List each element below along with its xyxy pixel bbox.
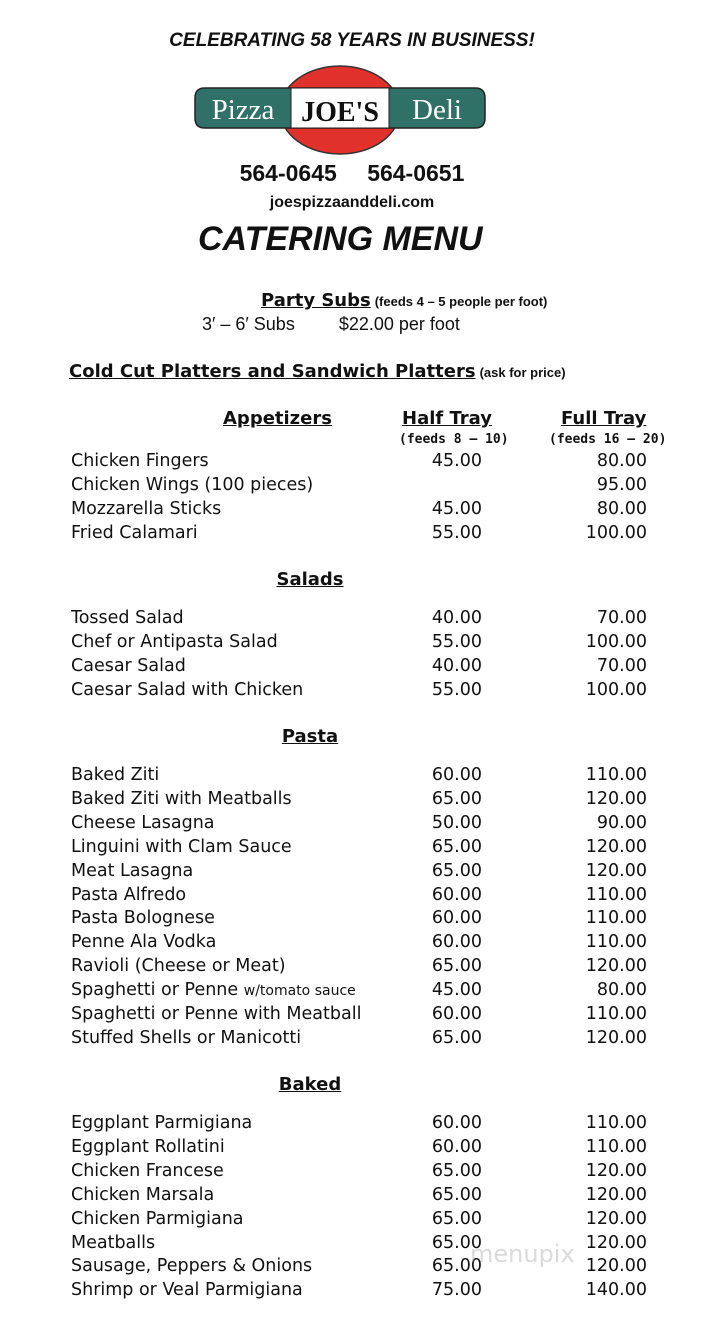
cold-cut-title: Cold Cut Platters and Sandwich Platters [69,361,476,382]
item-name: Caesar Salad with Chicken [71,679,304,700]
party-subs-note: (feeds 4 – 5 people per foot) [374,294,548,309]
full-tray-price: 120.00 [585,956,647,977]
menu-item-row [71,1278,651,1302]
half-tray-price: 65.00 [431,788,482,809]
logo-deli-text: Deli [412,94,462,126]
half-tray-price: 65.00 [431,860,482,881]
appetizers-heading: Appetizers [223,408,332,429]
half-tray-price: 40.00 [431,655,482,676]
half-tray-price: 65.00 [431,1232,482,1253]
menu-item-row [71,521,651,545]
menu-item-row [71,449,651,473]
pizza-joes-deli-logo [193,64,487,156]
phone-1: 564-0645 [239,160,337,186]
full-tray-price: 70.00 [596,655,647,676]
page-title: CATERING MENU [198,220,483,258]
half-tray-price: 45.00 [431,498,482,519]
full-tray-price: 120.00 [585,1027,647,1048]
full-tray-price: 80.00 [596,498,647,519]
menu-item-row [71,1159,651,1183]
menu-item-row [71,606,651,630]
half-tray-price: 65.00 [431,1184,482,1205]
item-name: Spaghetti or Penne with Meatball [71,1004,362,1024]
item-name: Shrimp or Veal Parmigiana [71,1280,303,1301]
menu-item-row [71,1207,651,1231]
full-tray-price: 110.00 [585,932,647,953]
party-subs-row [202,314,460,335]
half-tray-price: 60.00 [431,908,482,929]
full-tray-price: 80.00 [596,451,647,471]
menu-item-row [71,763,651,787]
item-name: Chicken Wings (100 pieces) [71,474,314,495]
item-name: Baked Ziti with Meatballs [71,788,292,809]
half-tray-price: 65.00 [431,1256,482,1277]
section-heading-pasta: Pasta [281,726,339,747]
full-tray-price: 120.00 [585,1232,647,1253]
menu-item-row [71,1111,651,1135]
item-name: Sausage, Peppers & Onions [71,1256,313,1277]
full-tray-price: 120.00 [585,788,647,809]
full-tray-price: 110.00 [585,1113,647,1133]
full-tray-price: 120.00 [585,1184,647,1205]
item-name: Penne Ala Vodka [71,932,217,953]
full-tray-heading: Full Tray [561,408,647,429]
half-tray-price: 65.00 [431,1160,482,1181]
full-tray-price: 95.00 [596,474,647,495]
half-tray-price: 55.00 [431,522,482,543]
party-subs-heading [261,290,547,311]
menu-item-row [71,1183,651,1207]
full-tray-price: 140.00 [585,1280,647,1301]
item-name: Baked Ziti [71,765,160,785]
full-tray-price: 110.00 [585,1004,647,1024]
item-name: Cheese Lasagna [71,812,215,833]
item-name: Meat Lasagna [71,860,194,881]
item-name: Linguini with Clam Sauce [71,836,292,857]
menu-item-row [71,654,651,678]
menu-item-row [71,883,651,907]
item-name: Chicken Francese [71,1160,224,1181]
logo-pizza-text: Pizza [211,94,275,126]
menu-item-row [71,954,651,978]
phone-numbers [0,160,704,187]
section-heading-salads: Salads [276,569,344,590]
watermark: menupix [470,1240,575,1268]
full-tray-price: 100.00 [585,679,647,700]
item-name: Chicken Marsala [71,1184,215,1205]
full-tray-price: 110.00 [585,884,647,905]
half-tray-price: 60.00 [431,932,482,953]
item-name: Eggplant Rollatini [71,1136,225,1157]
full-tray-price: 110.00 [585,908,647,929]
menu-item-row [71,1135,651,1159]
menu-item-row [71,835,651,859]
logo-joes-text: JOE'S [301,97,379,128]
half-tray-feeds: (feeds 8 – 10) [399,432,509,447]
half-tray-price: 65.00 [431,1027,482,1048]
menu-item-row [71,859,651,883]
half-tray-price: 60.00 [431,884,482,905]
item-note: w/tomato sauce [243,983,356,1000]
menu-item-row [71,1002,651,1026]
menu-item-row [71,906,651,930]
full-tray-price: 120.00 [585,1208,647,1229]
half-tray-price: 65.00 [431,956,482,977]
full-tray-price: 120.00 [585,860,647,881]
menu-item-row [71,787,651,811]
item-name: Pasta Bolognese [71,908,215,929]
half-tray-price: 75.00 [431,1280,482,1301]
menu-item-row [71,930,651,954]
full-tray-price: 120.00 [585,1160,647,1181]
item-name: Pasta Alfredo [71,884,187,905]
item-name: Meatballs [71,1232,156,1253]
full-tray-price: 90.00 [596,812,647,833]
item-name: Mozzarella Sticks [71,498,222,519]
item-name: Caesar Salad [71,655,186,676]
full-tray-price: 120.00 [585,1256,647,1277]
half-tray-price: 65.00 [431,1208,482,1229]
half-tray-price: 65.00 [431,836,482,857]
item-name: Fried Calamari [71,522,198,543]
full-tray-price: 110.00 [585,765,647,785]
celebrating-banner: CELEBRATING 58 YEARS IN BUSINESS! [169,30,535,51]
menu-item-row [71,630,651,654]
full-tray-price: 110.00 [585,1136,647,1157]
menu-item-row [71,1026,651,1050]
party-subs-item: 3′ – 6′ Subs [202,314,295,334]
menu-item-row [71,978,651,1002]
full-tray-feeds: (feeds 16 – 20) [549,432,667,447]
full-tray-price: 70.00 [596,608,647,628]
half-tray-heading: Half Tray [402,408,492,429]
website: joespizzaanddeli.com [269,194,435,211]
full-tray-price: 100.00 [585,522,647,543]
item-name: Stuffed Shells or Manicotti [71,1027,302,1048]
item-name: Chicken Parmigiana [71,1208,244,1229]
phone-2: 564-0651 [367,160,465,186]
half-tray-price: 40.00 [431,608,482,628]
half-tray-price: 45.00 [431,451,482,471]
item-name: Chicken Fingers [71,451,209,471]
full-tray-price: 100.00 [585,631,647,652]
item-name: Eggplant Parmigiana [71,1113,253,1133]
half-tray-price: 45.00 [431,980,482,1001]
half-tray-price: 55.00 [431,631,482,652]
party-subs-title: Party Subs [261,290,371,311]
cold-cut-note: (ask for price) [479,365,566,380]
half-tray-price: 55.00 [431,679,482,700]
item-name: Tossed Salad [71,608,184,628]
half-tray-price: 60.00 [431,1113,482,1133]
half-tray-price: 60.00 [431,765,482,785]
party-subs-price: $22.00 per foot [338,314,460,334]
menu-item-row [71,497,651,521]
menu-item-row [71,473,651,497]
half-tray-price: 60.00 [431,1004,482,1024]
item-name: Chef or Antipasta Salad [71,631,278,652]
menu-item-row [71,811,651,835]
full-tray-price: 80.00 [596,980,647,1001]
item-name: Ravioli (Cheese or Meat) [71,956,286,977]
full-tray-price: 120.00 [585,836,647,857]
item-name: Spaghetti or Penne [71,980,239,1001]
menu-item-row [71,678,651,702]
section-heading-baked: Baked [278,1074,342,1095]
half-tray-price: 60.00 [431,1136,482,1157]
half-tray-price: 50.00 [431,812,482,833]
cold-cut-heading [69,361,566,382]
